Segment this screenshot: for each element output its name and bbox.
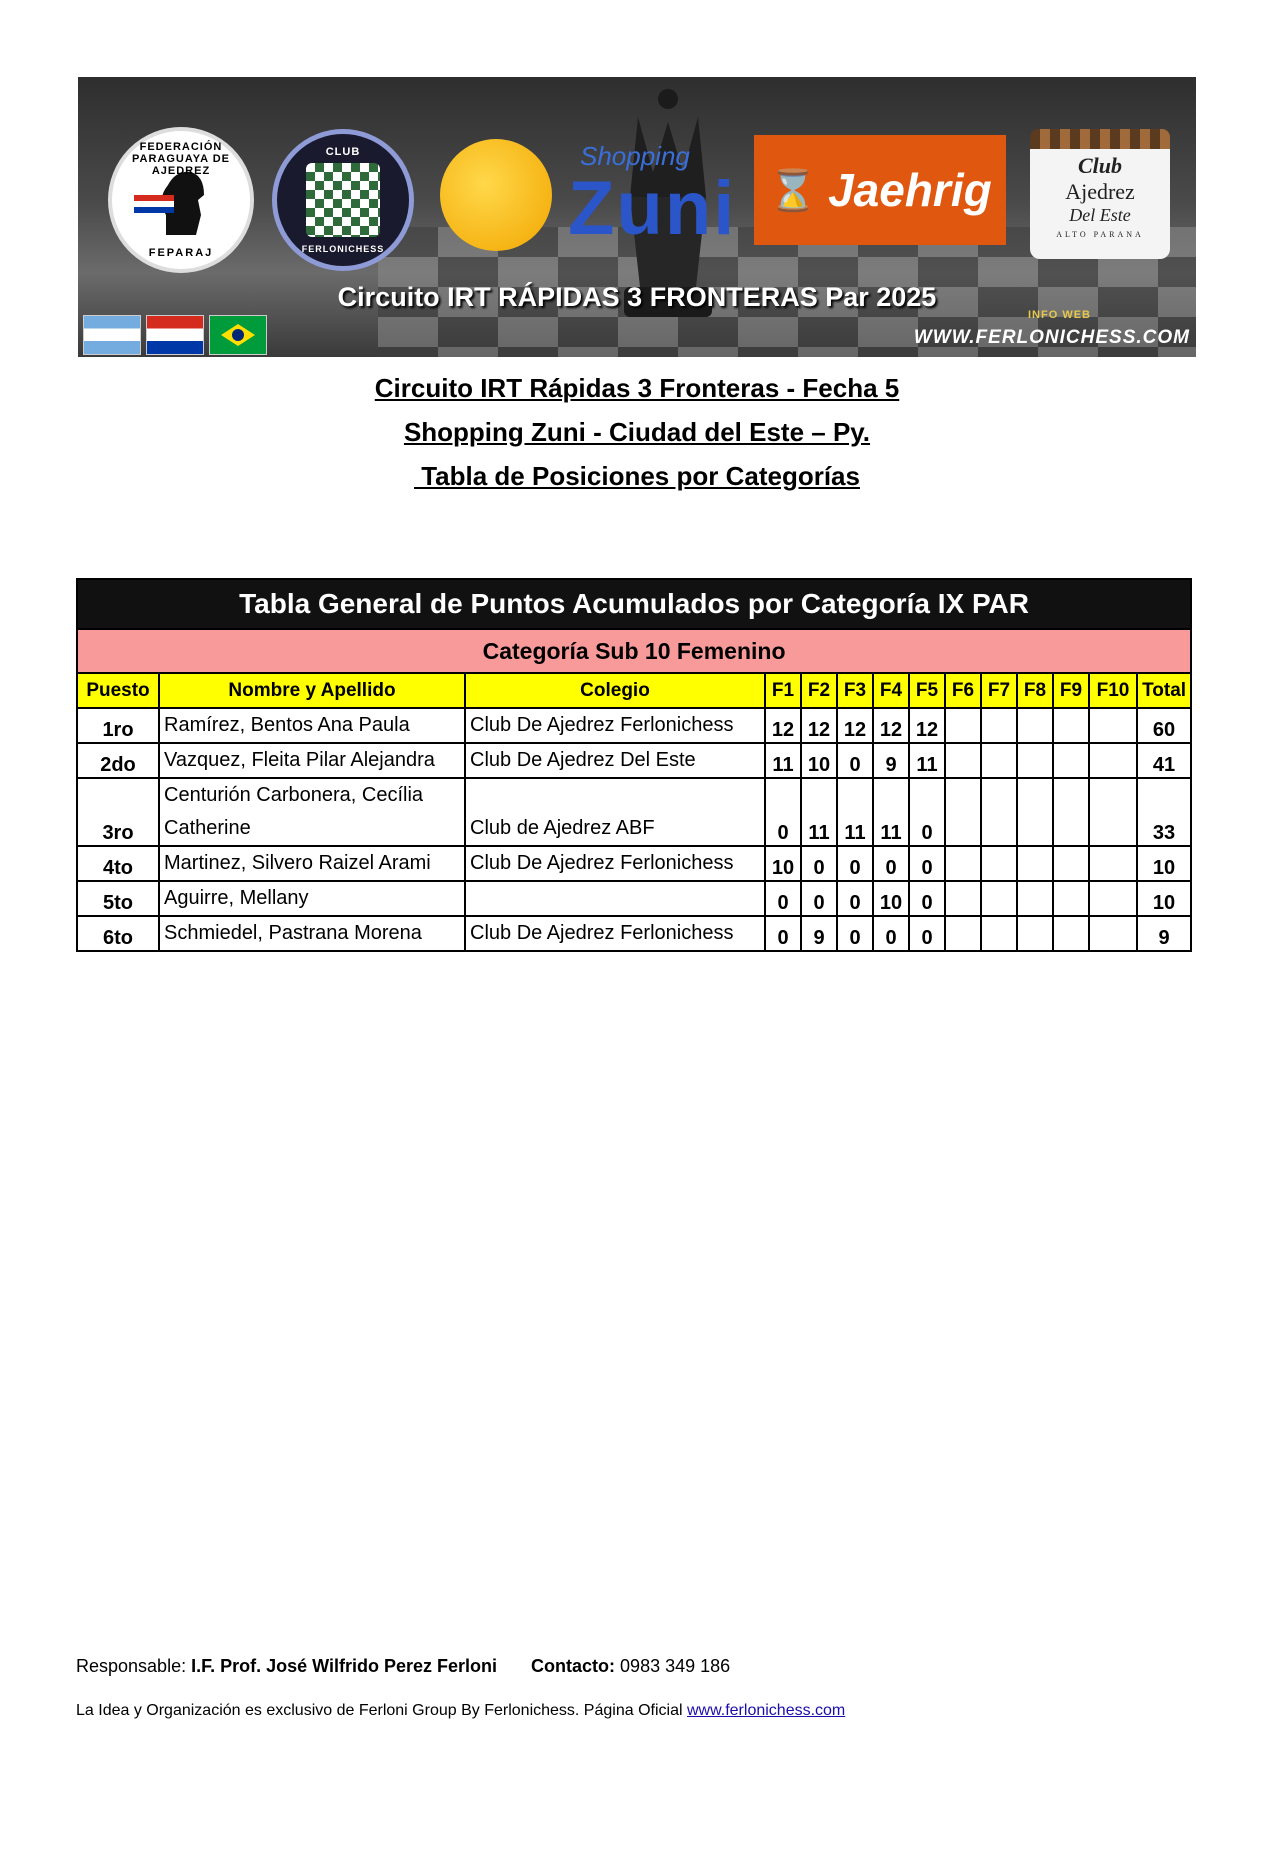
fecha-10-cell xyxy=(1089,916,1137,951)
heading-venue: Shopping Zuni - Ciudad del Este – Py. xyxy=(403,417,871,447)
table-row xyxy=(77,881,1191,916)
fecha-5-cell: 0 xyxy=(909,881,945,916)
col-header-f4: F4 xyxy=(873,673,909,708)
name-cell xyxy=(159,743,465,778)
col-header-f5: F5 xyxy=(909,673,945,708)
standings-table-wrapper xyxy=(76,578,1190,952)
fecha-6-cell xyxy=(945,708,981,743)
brazil-flag-icon xyxy=(209,315,267,355)
zuni-word: Zuni xyxy=(568,166,737,251)
fecha-4-cell: 11 xyxy=(873,778,909,846)
contact-label: Contacto: xyxy=(531,1656,616,1676)
fecha-8-cell xyxy=(1017,881,1053,916)
ferl-bottom-text: FERLONICHESS xyxy=(301,244,385,254)
col-header-total: Total xyxy=(1137,673,1191,708)
col-header-colegio: Colegio xyxy=(465,673,765,708)
name-cell xyxy=(159,846,465,881)
fecha-8-cell xyxy=(1017,743,1053,778)
fecha-1-cell: 11 xyxy=(765,743,801,778)
fecha-8-cell xyxy=(1017,846,1053,881)
club-cell: Club De Ajedrez Ferlonichess xyxy=(465,846,765,881)
category-title: Categoría Sub 10 Femenino xyxy=(77,629,1191,673)
fecha-10-cell xyxy=(1089,881,1137,916)
fecha-1-cell: 12 xyxy=(765,708,801,743)
fecha-5-cell: 11 xyxy=(909,743,945,778)
table-row xyxy=(77,743,1191,778)
zuni-shopping-text: Shopping xyxy=(580,141,690,171)
position-cell: 4to xyxy=(77,846,159,881)
club-line3: Del Este xyxy=(1069,205,1131,225)
fecha-6-cell xyxy=(945,846,981,881)
table-row xyxy=(77,708,1191,743)
responsible-label: Responsable: xyxy=(76,1656,187,1676)
fecha-3-cell: 0 xyxy=(837,916,873,951)
feparaj-ring-text: FEDERACIÓN PARAGUAYA DE AJEDREZ xyxy=(132,141,230,177)
fecha-6-cell xyxy=(945,743,981,778)
fecha-3-cell: 0 xyxy=(837,743,873,778)
fecha-3-cell: 0 xyxy=(837,881,873,916)
fecha-8-cell xyxy=(1017,778,1053,846)
footer-organization xyxy=(76,1702,845,1720)
fecha-6-cell xyxy=(945,881,981,916)
club-cell: Club de Ajedrez ABF xyxy=(465,778,765,846)
argentina-flag-icon xyxy=(83,315,141,355)
table-header-row xyxy=(77,673,1191,708)
player-name: Centurión Carbonera, Cecília xyxy=(164,784,424,806)
jaehrig-text: Jaehrig xyxy=(828,164,992,216)
fecha-7-cell xyxy=(981,916,1017,951)
total-cell: 10 xyxy=(1137,846,1191,881)
fecha-9-cell xyxy=(1053,778,1089,846)
fecha-7-cell xyxy=(981,881,1017,916)
col-header-f1: F1 xyxy=(765,673,801,708)
ferlonichess-club-logo xyxy=(272,129,414,271)
sun-icon xyxy=(440,139,552,251)
club-line2: Ajedrez xyxy=(1065,179,1135,204)
jaehrig-logo xyxy=(754,135,1006,245)
fecha-7-cell xyxy=(981,778,1017,846)
contact-value: 0983 349 186 xyxy=(620,1656,731,1676)
position-cell: 5to xyxy=(77,881,159,916)
total-cell: 41 xyxy=(1137,743,1191,778)
fecha-4-cell: 9 xyxy=(873,743,909,778)
ferl-top-text: CLUB xyxy=(325,146,361,158)
club-cell: Club De Ajedrez Ferlonichess xyxy=(465,708,765,743)
table-body xyxy=(77,708,1191,951)
fecha-9-cell xyxy=(1053,708,1089,743)
fecha-2-cell: 12 xyxy=(801,708,837,743)
player-name: Vazquez, Fleita Pilar Alejandra xyxy=(164,749,435,771)
fecha-8-cell xyxy=(1017,708,1053,743)
table-row xyxy=(77,846,1191,881)
fecha-2-cell: 11 xyxy=(801,778,837,846)
fecha-5-cell: 0 xyxy=(909,846,945,881)
info-web-label: INFO WEB xyxy=(1028,309,1091,321)
col-header-f3: F3 xyxy=(837,673,873,708)
name-cell xyxy=(159,881,465,916)
fecha-6-cell xyxy=(945,916,981,951)
fecha-4-cell: 10 xyxy=(873,881,909,916)
table-row xyxy=(77,778,1191,846)
total-cell: 33 xyxy=(1137,778,1191,846)
col-header-f6: F6 xyxy=(945,673,981,708)
heading-circuit: Circuito IRT Rápidas 3 Fronteras - Fecha 5 xyxy=(374,373,900,403)
player-name-cont: Catherine xyxy=(164,817,251,839)
total-cell: 60 xyxy=(1137,708,1191,743)
fecha-9-cell xyxy=(1053,916,1089,951)
fecha-9-cell xyxy=(1053,743,1089,778)
fecha-4-cell: 0 xyxy=(873,916,909,951)
paraguay-flag-icon xyxy=(134,195,174,213)
total-cell: 9 xyxy=(1137,916,1191,951)
standings-table xyxy=(76,578,1192,952)
paraguay-flag-icon xyxy=(146,315,204,355)
table-title: Tabla General de Puntos Acumulados por Categoría IX PAR xyxy=(77,579,1191,629)
footer-responsible xyxy=(76,1656,730,1677)
header-banner xyxy=(78,77,1196,357)
fecha-7-cell xyxy=(981,743,1017,778)
col-header-nombre: Nombre y Apellido xyxy=(159,673,465,708)
name-cell xyxy=(159,916,465,951)
fecha-3-cell: 11 xyxy=(837,778,873,846)
name-cell xyxy=(159,778,465,846)
fecha-4-cell: 12 xyxy=(873,708,909,743)
fecha-5-cell: 0 xyxy=(909,916,945,951)
total-cell: 10 xyxy=(1137,881,1191,916)
banner-title: Circuito IRT RÁPIDAS 3 FRONTERAS Par 2025 xyxy=(337,282,937,312)
fecha-3-cell: 12 xyxy=(837,708,873,743)
fecha-5-cell: 12 xyxy=(909,708,945,743)
fecha-7-cell xyxy=(981,846,1017,881)
fecha-10-cell xyxy=(1089,743,1137,778)
player-name: Martinez, Silvero Raizel Arami xyxy=(164,852,431,874)
club-line4: ALTO PARANA xyxy=(1056,230,1144,239)
responsible-name: I.F. Prof. José Wilfrido Perez Ferloni xyxy=(191,1656,497,1676)
col-header-f8: F8 xyxy=(1017,673,1053,708)
club-line1: Club xyxy=(1077,153,1123,178)
name-cell xyxy=(159,708,465,743)
fecha-8-cell xyxy=(1017,916,1053,951)
fecha-7-cell xyxy=(981,708,1017,743)
player-name: Ramírez, Bentos Ana Paula xyxy=(164,714,410,736)
fecha-1-cell: 0 xyxy=(765,881,801,916)
position-cell: 6to xyxy=(77,916,159,951)
table-row xyxy=(77,916,1191,951)
fecha-2-cell: 0 xyxy=(801,846,837,881)
club-cell: Club De Ajedrez Del Este xyxy=(465,743,765,778)
col-header-f2: F2 xyxy=(801,673,837,708)
position-cell: 2do xyxy=(77,743,159,778)
fecha-10-cell xyxy=(1089,778,1137,846)
feparaj-short-text: FEPARAJ xyxy=(148,247,214,259)
player-name: Schmiedel, Pastrana Morena xyxy=(164,922,422,944)
checkered-shield-icon xyxy=(306,163,380,237)
col-header-f10: F10 xyxy=(1089,673,1137,708)
fecha-3-cell: 0 xyxy=(837,846,873,881)
fecha-9-cell xyxy=(1053,881,1089,916)
fecha-1-cell: 0 xyxy=(765,916,801,951)
club-cell: Club De Ajedrez Ferlonichess xyxy=(465,916,765,951)
fecha-6-cell xyxy=(945,778,981,846)
club-cell xyxy=(465,881,765,916)
fecha-10-cell xyxy=(1089,708,1137,743)
fecha-2-cell: 9 xyxy=(801,916,837,951)
heading-table: Tabla de Posiciones por Categorías xyxy=(414,461,860,491)
feparaj-logo xyxy=(108,127,254,273)
fecha-2-cell: 0 xyxy=(801,881,837,916)
banner-site-url: WWW.FERLONICHESS.COM xyxy=(913,327,1190,348)
fecha-10-cell xyxy=(1089,846,1137,881)
club-ajedrez-del-este-logo xyxy=(1030,129,1170,259)
col-header-puesto: Puesto xyxy=(77,673,159,708)
chess-pieces-strip xyxy=(1030,129,1170,149)
fecha-4-cell: 0 xyxy=(873,846,909,881)
fecha-1-cell: 10 xyxy=(765,846,801,881)
player-name: Aguirre, Mellany xyxy=(164,887,309,909)
official-site-link[interactable]: www.ferlonichess.com xyxy=(686,1702,846,1719)
fecha-5-cell: 0 xyxy=(909,778,945,846)
position-cell: 1ro xyxy=(77,708,159,743)
document-headings xyxy=(78,366,1196,498)
col-header-f9: F9 xyxy=(1053,673,1089,708)
fecha-1-cell: 0 xyxy=(765,778,801,846)
col-header-f7: F7 xyxy=(981,673,1017,708)
fecha-9-cell xyxy=(1053,846,1089,881)
hourglass-icon: ⌛ xyxy=(768,168,819,213)
fecha-2-cell: 10 xyxy=(801,743,837,778)
position-cell: 3ro xyxy=(77,778,159,846)
shopping-zuni-logo xyxy=(440,127,737,277)
organization-text: La Idea y Organización es exclusivo de Ferloni Group By Ferlonichess. Página Oficial xyxy=(76,1702,683,1719)
